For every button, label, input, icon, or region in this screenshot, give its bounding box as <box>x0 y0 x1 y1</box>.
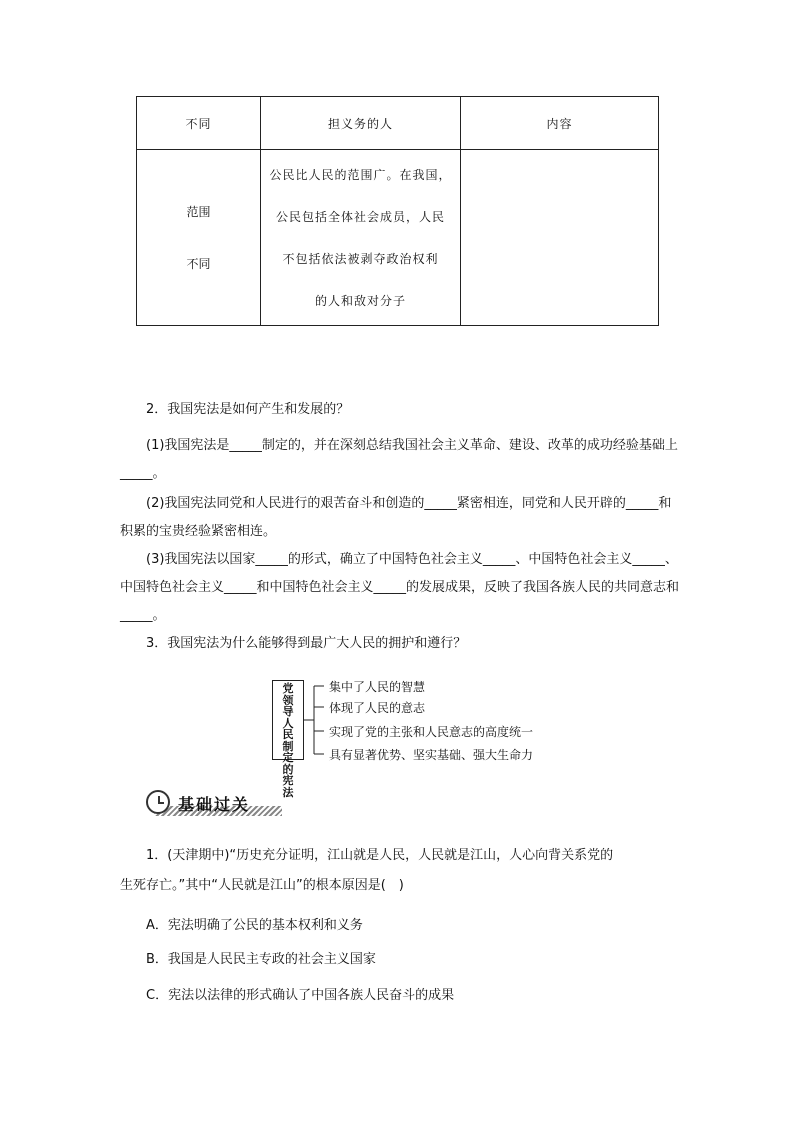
section-banner <box>146 790 276 818</box>
question-2-title: 2．我国宪法是如何产生和发展的？ <box>146 402 350 417</box>
mcq-stem-line: 1．(天津期中)“历史充分证明，江山就是人民，人民就是江山，人心向背关系党的 <box>146 848 614 863</box>
diagram-item: 实现了党的主张和人民意志的高度统一 <box>329 725 534 739</box>
table-row <box>137 150 659 326</box>
content-line: 公民比人民的范围广。在我国， <box>269 167 452 182</box>
table-header-cell: 内容 <box>461 97 659 150</box>
table-cell-label <box>137 150 261 326</box>
question-3-title: 3．我国宪法为什么能够得到最广大人民的拥护和遵行？ <box>146 636 467 651</box>
section-title: 基础过关 <box>178 795 251 814</box>
table-cell-empty <box>461 150 659 326</box>
diagram-item: 具有显著优势、坚实基础、强大生命力 <box>329 748 534 762</box>
diagram-item: 集中了人民的智慧 <box>329 680 426 694</box>
content-line: 不包括依法被剥夺政治权利 <box>282 251 439 266</box>
question-2-part-2: (2)我国宪法同党和人民进行的艰苦奋斗和创造的_____紧密相连，同党和人民开辟的_____和积累的宝贵经验紧密相连。 <box>120 496 672 539</box>
mcq-option-a: A．宪法明确了公民的基本权利和义务 <box>146 918 363 933</box>
table-cell-content <box>261 150 461 326</box>
table-header-row <box>137 97 659 150</box>
mcq-stem-line: 生死存亡。”其中“人民就是江山”的根本原因是( ) <box>120 878 404 893</box>
diagram-item: 体现了人民的意志 <box>329 701 426 715</box>
content-line: 公民包括全体社会成员，人民 <box>275 209 445 224</box>
diagram-box: 党领导人民制定的宪法 <box>272 680 304 760</box>
label-line: 不同 <box>186 256 211 271</box>
comparison-table <box>136 96 659 326</box>
mcq-option-c: C．宪法以法律的形式确认了中国各族人民奋斗的成果 <box>146 988 455 1003</box>
label-line: 范围 <box>186 204 211 219</box>
content-line: 的人和敌对分子 <box>314 293 406 308</box>
table-header-cell: 不同 <box>137 97 261 150</box>
question-2-part-1: (1)我国宪法是_____制定的，并在深刻总结我国社会主义革命、建设、改革的成功经验基础上_____。 <box>120 438 678 481</box>
constitution-diagram <box>272 680 572 799</box>
table-header-cell: 担义务的人 <box>261 97 461 150</box>
clock-icon <box>146 790 170 814</box>
question-2-part-3: (3)我国宪法以国家_____的形式，确立了中国特色社会主义_____、中国特色社会主义_____、中国特色社会主义_____和中国特色社会主义_____的发展成果，反映了我国各族人民的共同意志和_____。 <box>120 552 680 623</box>
mcq-option-b: B．我国是人民民主专政的社会主义国家 <box>146 952 376 967</box>
